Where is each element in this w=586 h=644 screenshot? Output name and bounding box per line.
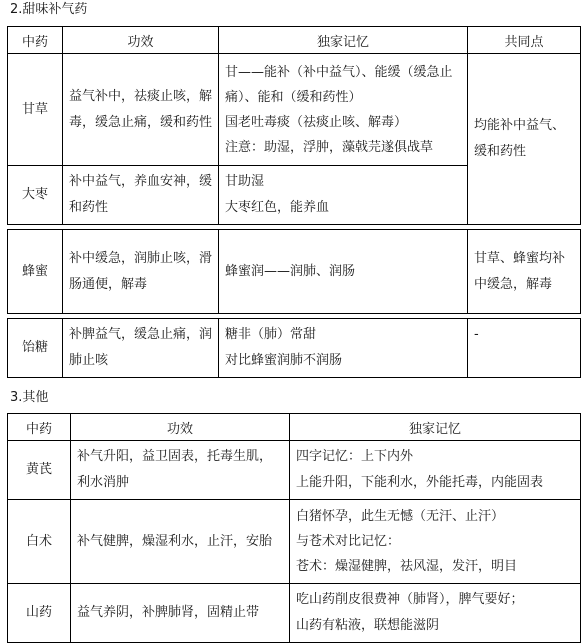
herb-effect: 补中益气，养血安神，缓和药性 [63, 166, 219, 225]
column-header: 中药 [8, 414, 71, 441]
herb-memory [219, 319, 468, 378]
herb-memory [219, 54, 468, 166]
table-row [8, 441, 581, 500]
sweet-herb-table [7, 26, 581, 378]
herb-effect: 益气养阴，补脾肺肾，固精止带 [71, 584, 290, 643]
section-title: 3.其他 [10, 390, 49, 405]
table-header-row [8, 27, 581, 54]
common-point: 均能补中益气、缓和药性 [468, 54, 581, 225]
memory-line: 吃山药削皮很费神（肺肾），脾气要好； [296, 592, 524, 607]
memory-line: 对比蜂蜜润肺不润肠 [225, 353, 343, 368]
table-row [8, 319, 581, 378]
column-header: 中药 [8, 27, 63, 54]
memory-line: 与苍术对比记忆： [296, 534, 401, 549]
column-header: 功效 [63, 27, 219, 54]
herb-name: 山药 [8, 584, 71, 643]
herb-effect: 益气补中，祛痰止咳，解毒，缓急止痛，缓和药性 [63, 54, 219, 166]
other-herb-table [7, 413, 581, 643]
herb-memory [290, 584, 581, 643]
memory-line: 糖非（肺）常甜 [225, 327, 317, 342]
herb-memory [219, 166, 468, 225]
herb-memory [290, 500, 581, 584]
memory-line: 苍术：燥湿健脾，祛风湿，发汗，明目 [296, 559, 518, 574]
table-row [8, 584, 581, 643]
herb-effect: 补脾益气，缓急止痛，润肺止咳 [63, 319, 219, 378]
memory-line: 甘——能补（补中益气）、能缓（缓急止痛）、能和（缓和药性） [225, 64, 453, 105]
memory-line: 白猪怀孕，此生无憾（无汗、止汗） [296, 509, 505, 524]
column-header: 独家记忆 [219, 27, 468, 54]
common-point: - [468, 319, 581, 378]
memory-line: 注意：助湿，浮肿，藻戟芫遂俱战草 [225, 139, 434, 155]
memory-line: 上能升阳，下能利水，外能托毒，内能固表 [296, 475, 544, 490]
herb-effect: 补气健脾，燥湿利水，止汗，安胎 [71, 500, 290, 584]
table-header-row [8, 414, 581, 441]
memory-line: 四字记忆：上下内外 [296, 449, 414, 464]
herb-name: 白术 [8, 500, 71, 584]
herb-memory: 蜂蜜润——润肺、润肠 [219, 230, 468, 314]
column-header: 共同点 [468, 27, 581, 54]
column-header: 独家记忆 [290, 414, 581, 441]
memory-line: 大枣红色，能养血 [225, 200, 330, 215]
table-row [8, 54, 581, 166]
table-row [8, 500, 581, 584]
herb-name: 饴糖 [8, 319, 63, 378]
herb-name: 大枣 [8, 166, 63, 225]
common-point: 甘草、蜂蜜均补中缓急，解毒 [468, 230, 581, 314]
herb-name: 黄芪 [8, 441, 71, 500]
herb-name: 甘草 [8, 54, 63, 166]
memory-line: 甘助湿 [225, 174, 265, 189]
column-header: 功效 [71, 414, 290, 441]
herb-effect: 补中缓急，润肺止咳，滑肠通便，解毒 [63, 230, 219, 314]
herb-effect: 补气升阳，益卫固表，托毒生肌，利水消肿 [71, 441, 290, 500]
memory-line: 国老吐毒痰（祛痰止咳、解毒） [225, 114, 408, 130]
table-row [8, 230, 581, 314]
herb-memory [290, 441, 581, 500]
memory-line: 山药有粘液，联想能滋阴 [296, 618, 440, 633]
herb-name: 蜂蜜 [8, 230, 63, 314]
section-title: 2.甜味补气药 [10, 2, 88, 17]
